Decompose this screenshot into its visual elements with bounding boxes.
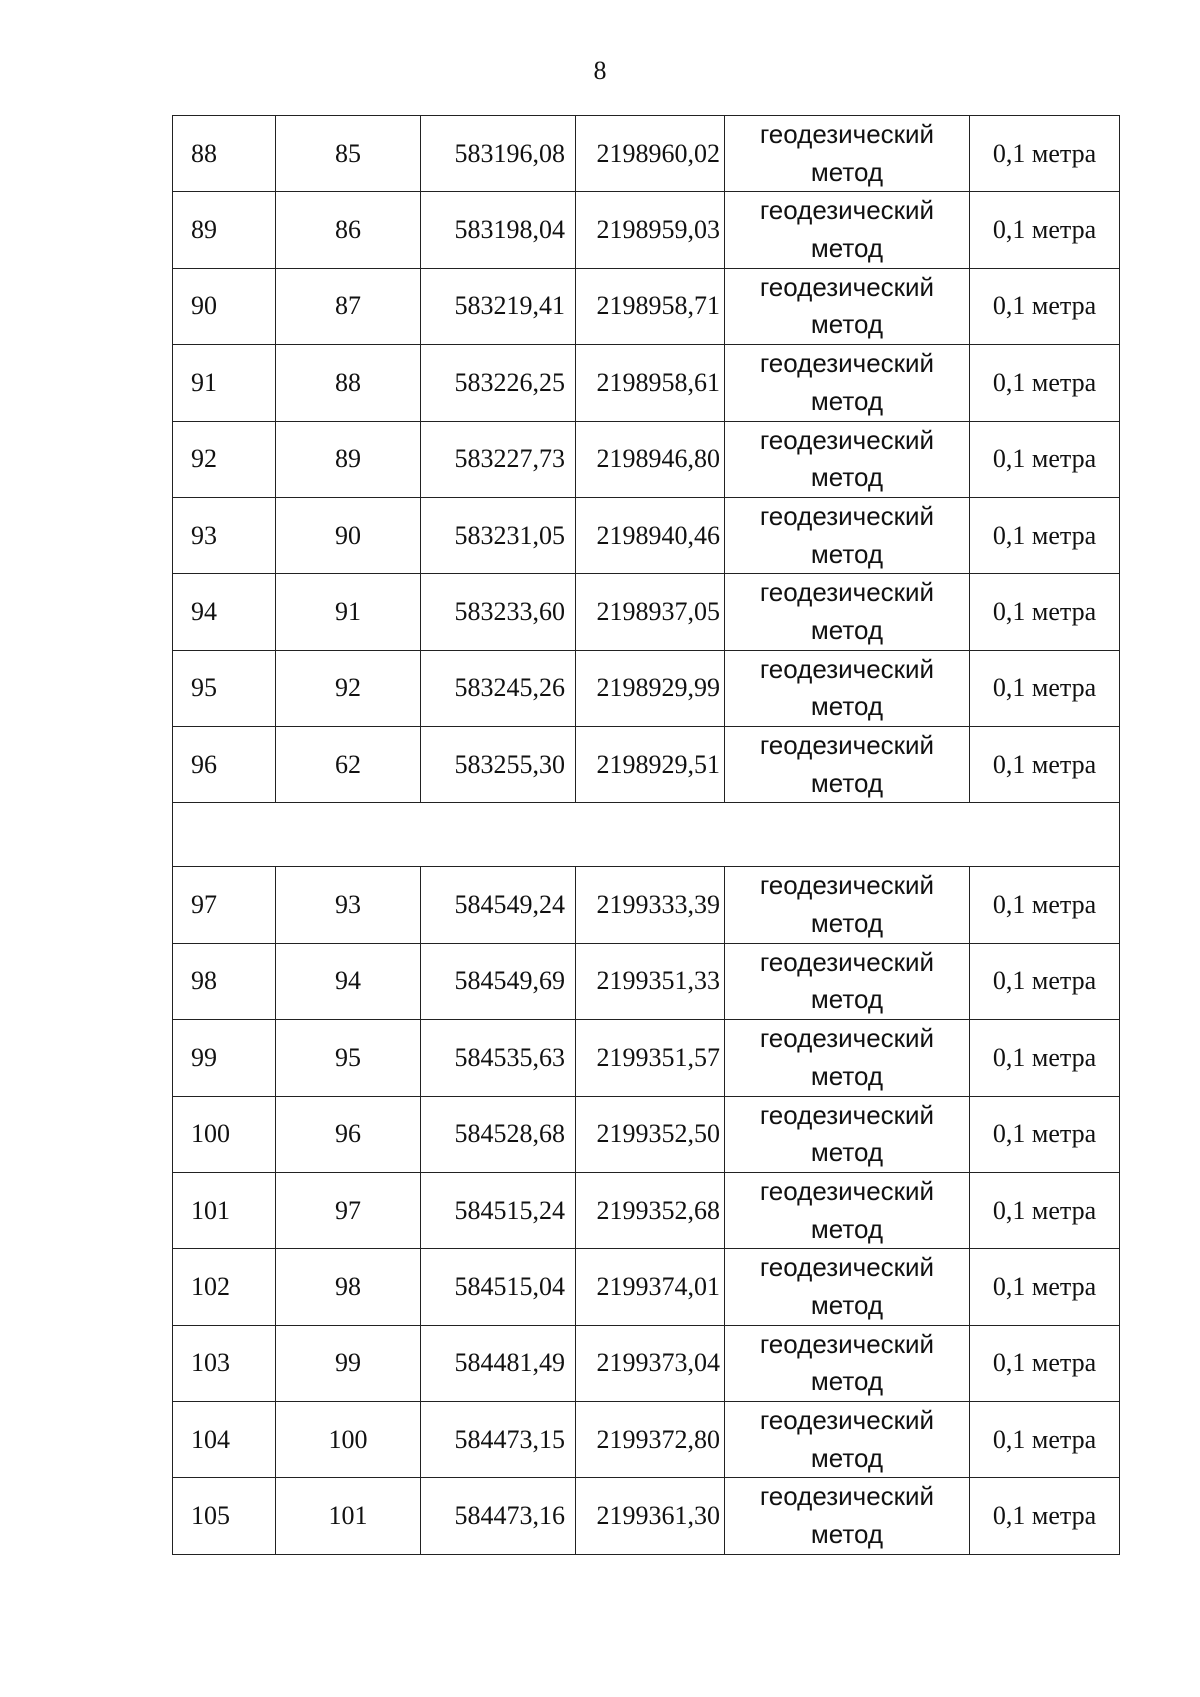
method-line-2: метод bbox=[810, 1213, 884, 1244]
method-line-2: метод bbox=[810, 1442, 884, 1473]
accuracy-cell: 0,1 метра bbox=[970, 943, 1120, 1019]
coordinate-x-cell: 583255,30 bbox=[421, 727, 576, 803]
point-number-cell: 95 bbox=[276, 1020, 421, 1096]
method-line-2: метод bbox=[810, 309, 884, 340]
coordinate-y-cell: 2199351,57 bbox=[576, 1020, 725, 1096]
point-number-cell: 90 bbox=[276, 497, 421, 573]
point-number-cell: 94 bbox=[276, 943, 421, 1019]
row-number-cell: 92 bbox=[173, 421, 276, 497]
accuracy-cell: 0,1 метра bbox=[970, 1402, 1120, 1478]
method-line-1: геодезический bbox=[759, 577, 935, 608]
accuracy-cell: 0,1 метра bbox=[970, 1325, 1120, 1401]
method-cell bbox=[725, 1249, 970, 1325]
method-line-2: метод bbox=[810, 614, 884, 645]
method-line-2: метод bbox=[810, 538, 884, 569]
method-line-1: геодезический bbox=[759, 1099, 935, 1130]
method-cell bbox=[725, 1096, 970, 1172]
row-number-cell: 98 bbox=[173, 943, 276, 1019]
point-number-cell: 97 bbox=[276, 1172, 421, 1248]
point-number-cell: 87 bbox=[276, 268, 421, 344]
point-number-cell: 88 bbox=[276, 345, 421, 421]
method-line-2: метод bbox=[810, 156, 884, 187]
coordinate-x-cell: 584528,68 bbox=[421, 1096, 576, 1172]
method-cell bbox=[725, 1325, 970, 1401]
table-row bbox=[173, 1096, 1120, 1172]
method-line-2: метод bbox=[810, 462, 884, 493]
point-number-cell: 86 bbox=[276, 192, 421, 268]
table-row bbox=[173, 1172, 1120, 1248]
table-row bbox=[173, 650, 1120, 726]
coordinate-x-cell: 583227,73 bbox=[421, 421, 576, 497]
table-row bbox=[173, 943, 1120, 1019]
table-row bbox=[173, 727, 1120, 803]
point-number-cell: 99 bbox=[276, 1325, 421, 1401]
point-number-cell: 101 bbox=[276, 1478, 421, 1554]
row-number-cell: 103 bbox=[173, 1325, 276, 1401]
method-line-2: метод bbox=[810, 691, 884, 722]
method-cell bbox=[725, 1478, 970, 1554]
method-line-1: геодезический bbox=[759, 1023, 935, 1054]
accuracy-cell: 0,1 метра bbox=[970, 1172, 1120, 1248]
method-line-1: геодезический bbox=[759, 348, 935, 379]
row-number-cell: 90 bbox=[173, 268, 276, 344]
method-line-1: геодезический bbox=[759, 1481, 935, 1512]
point-number-cell: 89 bbox=[276, 421, 421, 497]
accuracy-cell: 0,1 метра bbox=[970, 1249, 1120, 1325]
coordinate-x-cell: 584515,04 bbox=[421, 1249, 576, 1325]
table-row bbox=[173, 268, 1120, 344]
coordinate-x-cell: 584549,69 bbox=[421, 943, 576, 1019]
coordinate-x-cell: 584473,16 bbox=[421, 1478, 576, 1554]
coordinate-y-cell: 2199373,04 bbox=[576, 1325, 725, 1401]
table-row bbox=[173, 116, 1120, 192]
coordinate-x-cell: 583231,05 bbox=[421, 497, 576, 573]
coordinate-y-cell: 2199372,80 bbox=[576, 1402, 725, 1478]
coordinate-x-cell: 583196,08 bbox=[421, 116, 576, 192]
coordinate-y-cell: 2198940,46 bbox=[576, 497, 725, 573]
method-line-1: геодезический bbox=[759, 730, 935, 760]
method-line-2: метод bbox=[810, 1060, 884, 1091]
row-number-cell: 101 bbox=[173, 1172, 276, 1248]
coordinate-x-cell: 584549,24 bbox=[421, 867, 576, 943]
method-line-2: метод bbox=[810, 1289, 884, 1320]
table-row bbox=[173, 192, 1120, 268]
method-cell bbox=[725, 116, 970, 192]
method-cell bbox=[725, 497, 970, 573]
coordinate-x-cell: 584473,15 bbox=[421, 1402, 576, 1478]
method-cell bbox=[725, 192, 970, 268]
method-line-2: метод bbox=[810, 767, 884, 798]
method-line-1: геодезический bbox=[759, 1405, 935, 1435]
row-number-cell: 93 bbox=[173, 497, 276, 573]
accuracy-cell: 0,1 метра bbox=[970, 345, 1120, 421]
row-number-cell: 91 bbox=[173, 345, 276, 421]
coordinate-y-cell: 2198959,03 bbox=[576, 192, 725, 268]
table-row bbox=[173, 345, 1120, 421]
coordinate-x-cell: 584535,63 bbox=[421, 1020, 576, 1096]
method-cell bbox=[725, 867, 970, 943]
coordinate-x-cell: 583245,26 bbox=[421, 650, 576, 726]
method-line-2: метод bbox=[810, 984, 884, 1015]
row-number-cell: 96 bbox=[173, 727, 276, 803]
method-line-1: геодезический bbox=[759, 870, 935, 901]
method-line-2: метод bbox=[810, 1519, 884, 1550]
table-row bbox=[173, 1402, 1120, 1478]
table-row bbox=[173, 1478, 1120, 1554]
row-number-cell: 100 bbox=[173, 1096, 276, 1172]
accuracy-cell: 0,1 метра bbox=[970, 421, 1120, 497]
table-row bbox=[173, 1020, 1120, 1096]
row-number-cell: 94 bbox=[173, 574, 276, 650]
row-number-cell: 104 bbox=[173, 1402, 276, 1478]
method-line-1: геодезический bbox=[759, 1175, 935, 1206]
coordinate-y-cell: 2199352,50 bbox=[576, 1096, 725, 1172]
accuracy-cell: 0,1 метра bbox=[970, 1096, 1120, 1172]
method-cell bbox=[725, 345, 970, 421]
accuracy-cell: 0,1 метра bbox=[970, 867, 1120, 943]
coordinate-y-cell: 2198946,80 bbox=[576, 421, 725, 497]
coordinate-y-cell: 2198929,51 bbox=[576, 727, 725, 803]
point-number-cell: 92 bbox=[276, 650, 421, 726]
accuracy-cell: 0,1 метра bbox=[970, 116, 1120, 192]
coordinate-x-cell: 584515,24 bbox=[421, 1172, 576, 1248]
coordinate-x-cell: 583233,60 bbox=[421, 574, 576, 650]
coordinate-y-cell: 2199374,01 bbox=[576, 1249, 725, 1325]
table-row bbox=[173, 497, 1120, 573]
coordinate-y-cell: 2198958,61 bbox=[576, 345, 725, 421]
coordinate-y-cell: 2199352,68 bbox=[576, 1172, 725, 1248]
method-cell bbox=[725, 421, 970, 497]
table-row bbox=[173, 1325, 1120, 1401]
table-row bbox=[173, 867, 1120, 943]
method-line-1: геодезический bbox=[759, 1252, 935, 1283]
method-line-1: геодезический bbox=[759, 1328, 935, 1359]
method-line-2: метод bbox=[810, 1366, 884, 1397]
coordinate-y-cell: 2198937,05 bbox=[576, 574, 725, 650]
accuracy-cell: 0,1 метра bbox=[970, 574, 1120, 650]
method-line-2: метод bbox=[810, 908, 884, 939]
coordinates-table bbox=[172, 115, 1120, 1555]
coordinates-table-body bbox=[173, 116, 1120, 1555]
table-row bbox=[173, 421, 1120, 497]
method-line-1: геодезический bbox=[759, 424, 935, 455]
coordinate-y-cell: 2198960,02 bbox=[576, 116, 725, 192]
method-cell bbox=[725, 943, 970, 1019]
method-cell bbox=[725, 268, 970, 344]
accuracy-cell: 0,1 метра bbox=[970, 497, 1120, 573]
method-cell bbox=[725, 1172, 970, 1248]
empty-separator-cell bbox=[173, 803, 1120, 867]
point-number-cell: 100 bbox=[276, 1402, 421, 1478]
method-line-1: геодезический bbox=[759, 195, 935, 226]
row-number-cell: 88 bbox=[173, 116, 276, 192]
row-number-cell: 99 bbox=[173, 1020, 276, 1096]
point-number-cell: 91 bbox=[276, 574, 421, 650]
coordinate-x-cell: 583198,04 bbox=[421, 192, 576, 268]
method-cell bbox=[725, 574, 970, 650]
method-line-1: геодезический bbox=[759, 946, 935, 977]
row-number-cell: 89 bbox=[173, 192, 276, 268]
coordinate-x-cell: 584481,49 bbox=[421, 1325, 576, 1401]
row-number-cell: 97 bbox=[173, 867, 276, 943]
method-line-1: геодезический bbox=[759, 653, 935, 684]
method-line-2: метод bbox=[810, 385, 884, 416]
row-number-cell: 95 bbox=[173, 650, 276, 726]
coordinate-y-cell: 2198958,71 bbox=[576, 268, 725, 344]
accuracy-cell: 0,1 метра bbox=[970, 268, 1120, 344]
row-number-cell: 105 bbox=[173, 1478, 276, 1554]
coordinate-x-cell: 583226,25 bbox=[421, 345, 576, 421]
method-line-2: метод bbox=[810, 233, 884, 264]
point-number-cell: 98 bbox=[276, 1249, 421, 1325]
row-number-cell: 102 bbox=[173, 1249, 276, 1325]
method-line-1: геодезический bbox=[759, 119, 935, 149]
method-line-1: геодезический bbox=[759, 500, 935, 531]
method-line-2: метод bbox=[810, 1137, 884, 1168]
method-line-1: геодезический bbox=[759, 271, 935, 302]
table-row bbox=[173, 1249, 1120, 1325]
accuracy-cell: 0,1 метра bbox=[970, 727, 1120, 803]
coordinate-y-cell: 2199351,33 bbox=[576, 943, 725, 1019]
point-number-cell: 62 bbox=[276, 727, 421, 803]
point-number-cell: 96 bbox=[276, 1096, 421, 1172]
accuracy-cell: 0,1 метра bbox=[970, 192, 1120, 268]
coordinate-y-cell: 2199333,39 bbox=[576, 867, 725, 943]
method-cell bbox=[725, 1020, 970, 1096]
method-cell bbox=[725, 727, 970, 803]
coordinate-y-cell: 2198929,99 bbox=[576, 650, 725, 726]
accuracy-cell: 0,1 метра bbox=[970, 1478, 1120, 1554]
page-number: 8 bbox=[593, 56, 607, 85]
point-number-cell: 85 bbox=[276, 116, 421, 192]
table-row bbox=[173, 574, 1120, 650]
point-number-cell: 93 bbox=[276, 867, 421, 943]
method-cell bbox=[725, 650, 970, 726]
empty-separator-row bbox=[173, 803, 1120, 867]
accuracy-cell: 0,1 метра bbox=[970, 1020, 1120, 1096]
method-cell bbox=[725, 1402, 970, 1478]
coordinate-x-cell: 583219,41 bbox=[421, 268, 576, 344]
accuracy-cell: 0,1 метра bbox=[970, 650, 1120, 726]
coordinate-y-cell: 2199361,30 bbox=[576, 1478, 725, 1554]
